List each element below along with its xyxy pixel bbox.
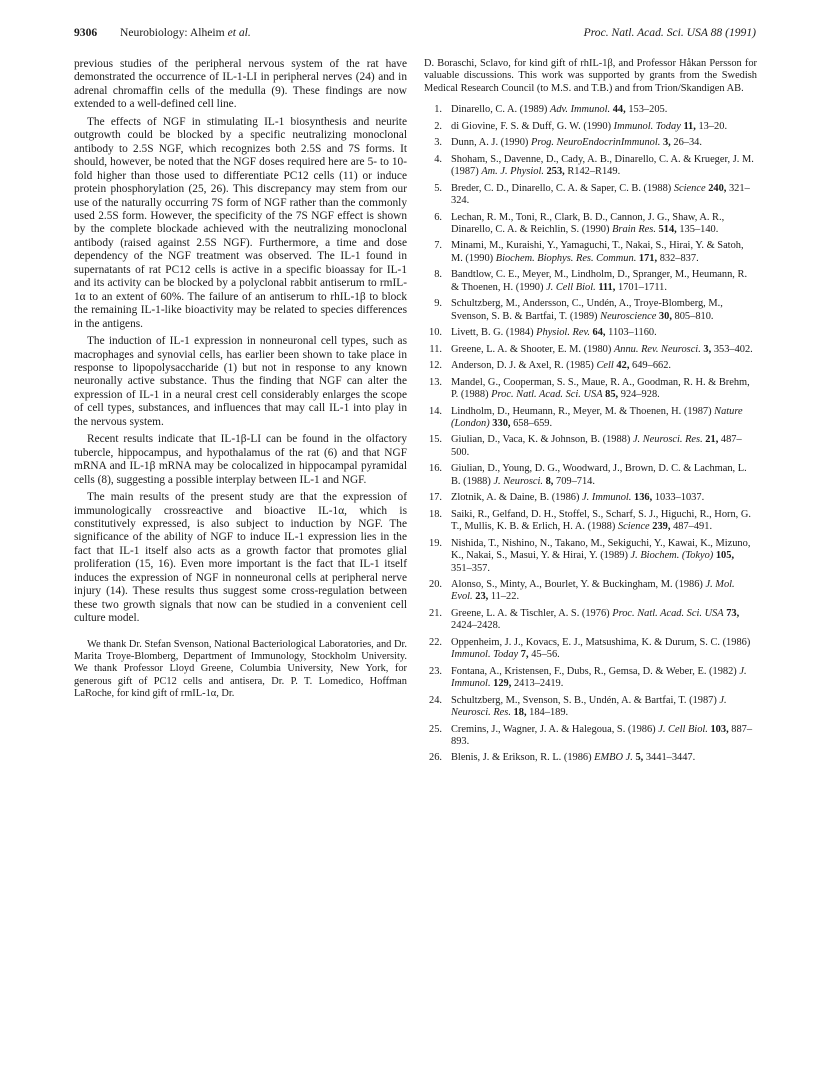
reference-journal: J. Neurosci. Res. [632, 434, 703, 446]
reference-item [424, 154, 757, 179]
reference-item [424, 327, 757, 339]
reference-number: 21. [429, 607, 442, 619]
reference-authors: Dinarello, C. A. (1989) [451, 104, 548, 116]
right-column [424, 58, 757, 769]
reference-item [424, 509, 757, 534]
reference-number: 23. [429, 665, 442, 677]
reference-number: 3. [434, 137, 442, 149]
reference-volume: 30, [658, 310, 672, 322]
reference-pages: 924–928. [620, 389, 660, 401]
reference-number: 11. [429, 343, 442, 355]
reference-number: 14. [429, 405, 442, 417]
reference-item [424, 434, 757, 459]
acknowledgment-continued: D. Boraschi, Sclavo, for kind gift of rhIL-1β, and Professor Håkan Persson for valuable discussions. This work was supported by grants from the Swedish Medical Research Council (to M.S. and T.B.) and from Trion/Skandigen AB. [424, 58, 757, 94]
reference-number: 18. [429, 508, 442, 520]
reference-number: 9. [434, 298, 442, 310]
reference-volume: 105, [715, 550, 735, 562]
reference-authors: Bandtlow, C. E., Meyer, M., Lindholm, D., Spranger, M., Heumann, R. & Thoenen, H. (1990) [451, 269, 748, 293]
reference-volume: 85, [605, 389, 619, 401]
reference-journal: Nature (London) [451, 405, 743, 429]
reference-pages: 45–56. [531, 649, 560, 661]
reference-pages: 649–662. [632, 360, 671, 372]
reference-item [424, 666, 757, 691]
reference-authors: Blenis, J. & Erikson, R. L. (1986) [451, 752, 592, 764]
reference-journal: J. Neurosci. Res. [451, 694, 727, 719]
reference-pages: 26–34. [673, 137, 702, 149]
reference-authors: Minami, M., Kuraishi, Y., Yamaguchi, T., Nakai, S., Hirai, Y. & Satoh, M. (1990) [451, 240, 744, 264]
reference-volume: 73, [726, 607, 740, 619]
reference-list [424, 104, 757, 765]
reference-item [424, 695, 757, 720]
reference-item [424, 538, 757, 575]
reference-item [424, 608, 757, 633]
reference-volume: 103, [710, 723, 729, 735]
reference-number: 24. [429, 694, 442, 706]
reference-authors: Lechan, R. M., Toni, R., Clark, B. D., Cannon, J. G., Shaw, A. R., Dinarello, C. A. & Reichlin, S. (1990) [451, 211, 725, 235]
reference-volume: 3, [662, 137, 671, 149]
running-header [74, 26, 756, 42]
reference-journal: EMBO J. [594, 752, 633, 764]
reference-volume: 11, [683, 120, 696, 132]
reference-authors: Giulian, D., Young, D. G., Woodward, J., Brown, D. C. & Lachman, L. B. (1988) [451, 463, 747, 487]
reference-number: 1. [434, 104, 442, 116]
reference-authors: Greene, L. A. & Tischler, A. S. (1976) [451, 607, 610, 619]
reference-number: 8. [434, 269, 442, 281]
section-label: Neurobiology: [120, 26, 188, 39]
reference-item [424, 360, 757, 372]
reference-authors: Fontana, A., Kristensen, F., Dubs, R., Gemsa, D. & Weber, E. (1982) [451, 665, 737, 677]
reference-authors: Saiki, R., Gelfand, D. H., Stoffel, S., Scharf, S. J., Higuchi, R., Horn, G. T., Mullis, K. B. & Erlich, H. A. (1988) [451, 508, 751, 533]
reference-item [424, 269, 757, 294]
reference-journal: Cell [596, 360, 614, 372]
reference-journal: Neuroscience [600, 310, 657, 322]
reference-journal: J. Biochem. (Tokyo) [630, 550, 714, 562]
reference-authors: Lindholm, D., Heumann, R., Meyer, M. & Thoenen, H. (1987) [451, 405, 712, 417]
reference-authors: Cremins, J., Wagner, J. A. & Halegoua, S. (1986) [451, 723, 656, 735]
reference-volume: 239, [652, 521, 671, 533]
reference-volume: 23, [475, 591, 489, 603]
reference-authors: Mandel, G., Cooperman, S. S., Maue, R. A., Goodman, R. H. & Brehm, P. (1988) [451, 376, 750, 401]
paragraph: Recent results indicate that IL-1β-LI can be found in the olfactory tubercle, hippocampus, and hypothalamus of the rat (6) and that NGF mRNA and IL-1β mRNA may be colocalized in hippocampal pyramidal cells (8), suggesting a possible interplay between IL-1 and NGF. [74, 433, 407, 486]
reference-volume: 330, [492, 417, 511, 429]
reference-journal: Brain Res. [612, 223, 656, 235]
reference-pages: 353–402. [713, 343, 753, 355]
reference-item [424, 344, 757, 356]
reference-number: 13. [429, 376, 442, 388]
reference-volume: 8, [545, 475, 554, 487]
reference-volume: 253, [546, 166, 565, 178]
reference-item [424, 579, 757, 604]
reference-item [424, 240, 757, 265]
reference-pages: 1103–1160. [608, 327, 657, 339]
reference-volume: 240, [708, 182, 727, 194]
reference-journal: J. Immunol. [451, 665, 747, 690]
paragraph: previous studies of the peripheral nervous system of the rat have demonstrated the occurrence of IL-1-LI in peripheral nerves (24) and in adrenal chromaffin cells of the medulla (9). These findings are now extended to a well-defined cell line. [74, 58, 407, 111]
reference-authors: Dunn, A. J. (1990) [451, 137, 529, 149]
reference-number: 5. [434, 182, 442, 194]
reference-pages: 2424–2428. [451, 620, 501, 632]
reference-pages: 3441–3447. [645, 752, 696, 764]
reference-pages: 2413–2419. [513, 678, 564, 690]
reference-number: 10. [429, 327, 442, 339]
reference-volume: 171, [638, 252, 658, 264]
left-column [74, 58, 407, 701]
paragraph: The effects of NGF in stimulating IL-1 biosynthesis and neurite outgrowth could be blocked by a specific neutralizing monoclonal antibody to 2.5S NGF, which recognizes both 2.5S and 7S forms. It should, however, be noted that the NGF doses required here are 5- to 10-fold higher than those used to differentiate PC12 cells (11) or induce protein phosphorylation (25, 26). This discrepancy may stem from our use of the naturally occurring 7S form of NGF rather than the commonly used 2.5S form. However, the specificity of the 7S NGF effect is shown by the complete blockade achieved with the neutralizing monoclonal antibody (raised against 2.5S NGF). Furthermore, a time and dose dependency of the NGF treatment was observed. The IL-1 found in supernatants of rat PC12 cells is active in a specific bioassay for IL-1 and its activity can be blocked by a polyclonal rabbit antiserum to rmIL-1α to an extent of 60%. The failure of an antiserum to rhIL-1β to block the remaining IL-1-like bioactivity may be related to species differences in the antigens. [74, 115, 407, 330]
reference-pages: 153–205. [628, 104, 668, 116]
reference-item [424, 104, 757, 116]
reference-volume: 3, [703, 343, 712, 355]
author-name: Alheim [189, 26, 225, 39]
reference-number: 20. [429, 579, 442, 590]
reference-authors: Zlotnik, A. & Daine, B. (1986) [451, 492, 580, 504]
reference-journal: J. Cell Biol. [658, 723, 708, 735]
reference-authors: Breder, C. D., Dinarello, C. A. & Saper, C. B. (1988) [451, 182, 672, 194]
journal-citation: Proc. Natl. Acad. Sci. USA 88 (1991) [583, 26, 756, 39]
reference-number: 6. [434, 211, 442, 223]
reference-authors: Giulian, D., Vaca, K. & Johnson, B. (1988) [451, 434, 631, 446]
reference-journal: Immunol. Today [451, 649, 519, 661]
reference-journal: Am. J. Physiol. [481, 166, 544, 178]
paragraph: The main results of the present study are that the expression of immunologically crossreactive and bioactive IL-1α, which is constitutively expressed, is also subject to induction by NGF. The significance of the ability of NGF to induce IL-1 expression lies in the fact that IL-1 itself also acts as a growth factor that promotes glial proliferation (15, 16). Even more important is the fact that IL-1 itself induces the expression of NGF in nonneuronal cells at peripheral nerve injury (14). These results thus suggest some cross-regulation between these two growth signals that now can be studied in a convenient cell culture model. [74, 491, 407, 625]
page-number: 9306 [74, 26, 98, 39]
reference-item [424, 377, 757, 402]
reference-number: 25. [429, 723, 442, 735]
reference-item [424, 637, 757, 662]
reference-volume: 514, [658, 223, 677, 235]
reference-pages: 1701–1711. [617, 281, 667, 293]
reference-pages: R142–R149. [567, 166, 621, 178]
reference-authors: Oppenheim, J. J., Kovacs, E. J., Matsushima, K. & Durum, S. C. (1986) [451, 636, 751, 648]
reference-volume: 129, [493, 678, 512, 690]
reference-authors: Alonso, S., Minty, A., Bourlet, Y. & Buckingham, M. (1986) [451, 579, 703, 590]
reference-number: 7. [434, 240, 442, 252]
reference-journal: Proc. Natl. Acad. Sci. USA [612, 607, 724, 619]
reference-number: 19. [429, 537, 442, 549]
reference-item [424, 463, 757, 488]
reference-journal: Annu. Rev. Neurosci. [613, 343, 701, 355]
reference-volume: 18, [513, 707, 527, 719]
reference-journal: Biochem. Biophys. Res. Commun. [495, 252, 637, 264]
reference-authors: Greene, L. A. & Shooter, E. M. (1980) [451, 343, 612, 355]
reference-item [424, 298, 757, 323]
reference-number: 2. [434, 120, 442, 132]
reference-volume: 64, [592, 327, 606, 339]
reference-journal: Science [617, 521, 650, 533]
reference-authors: Livett, B. G. (1984) [451, 327, 534, 339]
reference-journal: Adv. Immunol. [550, 104, 611, 116]
section-title [120, 26, 251, 40]
reference-pages: 487–491. [673, 521, 713, 533]
reference-pages: 321–324. [451, 182, 750, 207]
reference-item [424, 492, 757, 504]
reference-authors: Nishida, T., Nishino, N., Takano, M., Sekiguchi, Y., Kawai, K., Mizuno, K., Nakai, S., Masui, Y. & Hirai, Y. (1989) [451, 537, 751, 562]
reference-volume: 21, [705, 434, 719, 446]
reference-pages: 184–189. [529, 707, 569, 719]
reference-number: 17. [429, 492, 442, 504]
reference-journal: Physiol. Rev. [536, 327, 590, 339]
reference-pages: 1033–1037. [654, 492, 705, 504]
reference-number: 16. [429, 463, 442, 475]
reference-item [424, 212, 757, 237]
reference-number: 26. [429, 752, 442, 764]
reference-number: 22. [429, 636, 442, 648]
reference-volume: 44, [612, 104, 626, 116]
reference-item [424, 752, 757, 764]
reference-authors: di Giovine, F. S. & Duff, G. W. (1990) [451, 120, 612, 132]
reference-number: 12. [429, 360, 442, 372]
reference-volume: 5, [635, 752, 644, 764]
reference-pages: 805–810. [674, 310, 714, 322]
reference-authors: Schultzberg, M., Andersson, C., Undén, A., Troye-Blomberg, M., Svenson, S. B. & Bartfai, T. (1989) [451, 298, 723, 322]
reference-volume: 111, [598, 281, 616, 293]
reference-pages: 887–893. [451, 723, 753, 747]
reference-item [424, 183, 757, 208]
reference-pages: 658–659. [513, 417, 553, 429]
reference-volume: 7, [520, 649, 529, 661]
reference-journal: Prog. NeuroEndocrinImmunol. [530, 137, 661, 149]
reference-authors: Shoham, S., Davenne, D., Cady, A. B., Dinarello, C. A. & Krueger, J. M. (1987) [451, 153, 754, 178]
reference-journal: J. Neurosci. [493, 475, 543, 487]
reference-volume: 42, [616, 360, 630, 372]
reference-pages: 487–500. [451, 434, 742, 458]
acknowledgment: We thank Dr. Stefan Svenson, National Bacteriological Laboratories, and Dr. Marita Troye-Blomberg, Department of Immunology, Stockholm University. We thank Professor Lloyd Greene, Columbia University, New York, for generous gift of PC12 cells and antisera, Dr. P. T. Lomedico, Hoffman LaRoche, for kind gift of rmIL-1α, Dr. [74, 638, 407, 700]
paragraph: The induction of IL-1 expression in nonneuronal cell types, such as macrophages and synovial cells, has earlier been shown to take place in response to lipopolysaccharide (1) but not in response to any known neuronally active substance. Thus the finding that NGF can alter the expression of IL-1 in a neural crest cell considerably enlarges the scope of cell types, substances, and influences that may call IL-1 into play in the nervous system. [74, 335, 407, 428]
reference-pages: 351–357. [451, 562, 490, 574]
reference-journal: J. Cell Biol. [546, 281, 596, 293]
reference-journal: J. Immunol. [582, 492, 632, 504]
reference-item [424, 121, 757, 133]
reference-pages: 13–20. [698, 120, 728, 132]
reference-journal: J. Mol. Evol. [451, 579, 735, 603]
reference-pages: 709–714. [556, 475, 595, 487]
reference-authors: Anderson, D. J. & Axel, R. (1985) [451, 360, 594, 372]
reference-volume: 136, [634, 492, 653, 504]
et-al: et al. [227, 26, 251, 39]
reference-journal: Immunol. Today [613, 120, 681, 132]
reference-journal: Science [673, 182, 706, 194]
reference-item [424, 137, 757, 149]
reference-pages: 135–140. [679, 223, 719, 235]
reference-pages: 832–837. [659, 252, 699, 264]
reference-item [424, 724, 757, 749]
reference-journal: Proc. Natl. Acad. Sci. USA [491, 389, 603, 401]
reference-number: 4. [434, 153, 442, 165]
reference-item [424, 406, 757, 431]
reference-number: 15. [429, 434, 442, 446]
reference-authors: Schultzberg, M., Svenson, S. B., Undén, A. & Bartfai, T. (1987) [451, 694, 717, 706]
reference-pages: 11–22. [490, 591, 520, 603]
